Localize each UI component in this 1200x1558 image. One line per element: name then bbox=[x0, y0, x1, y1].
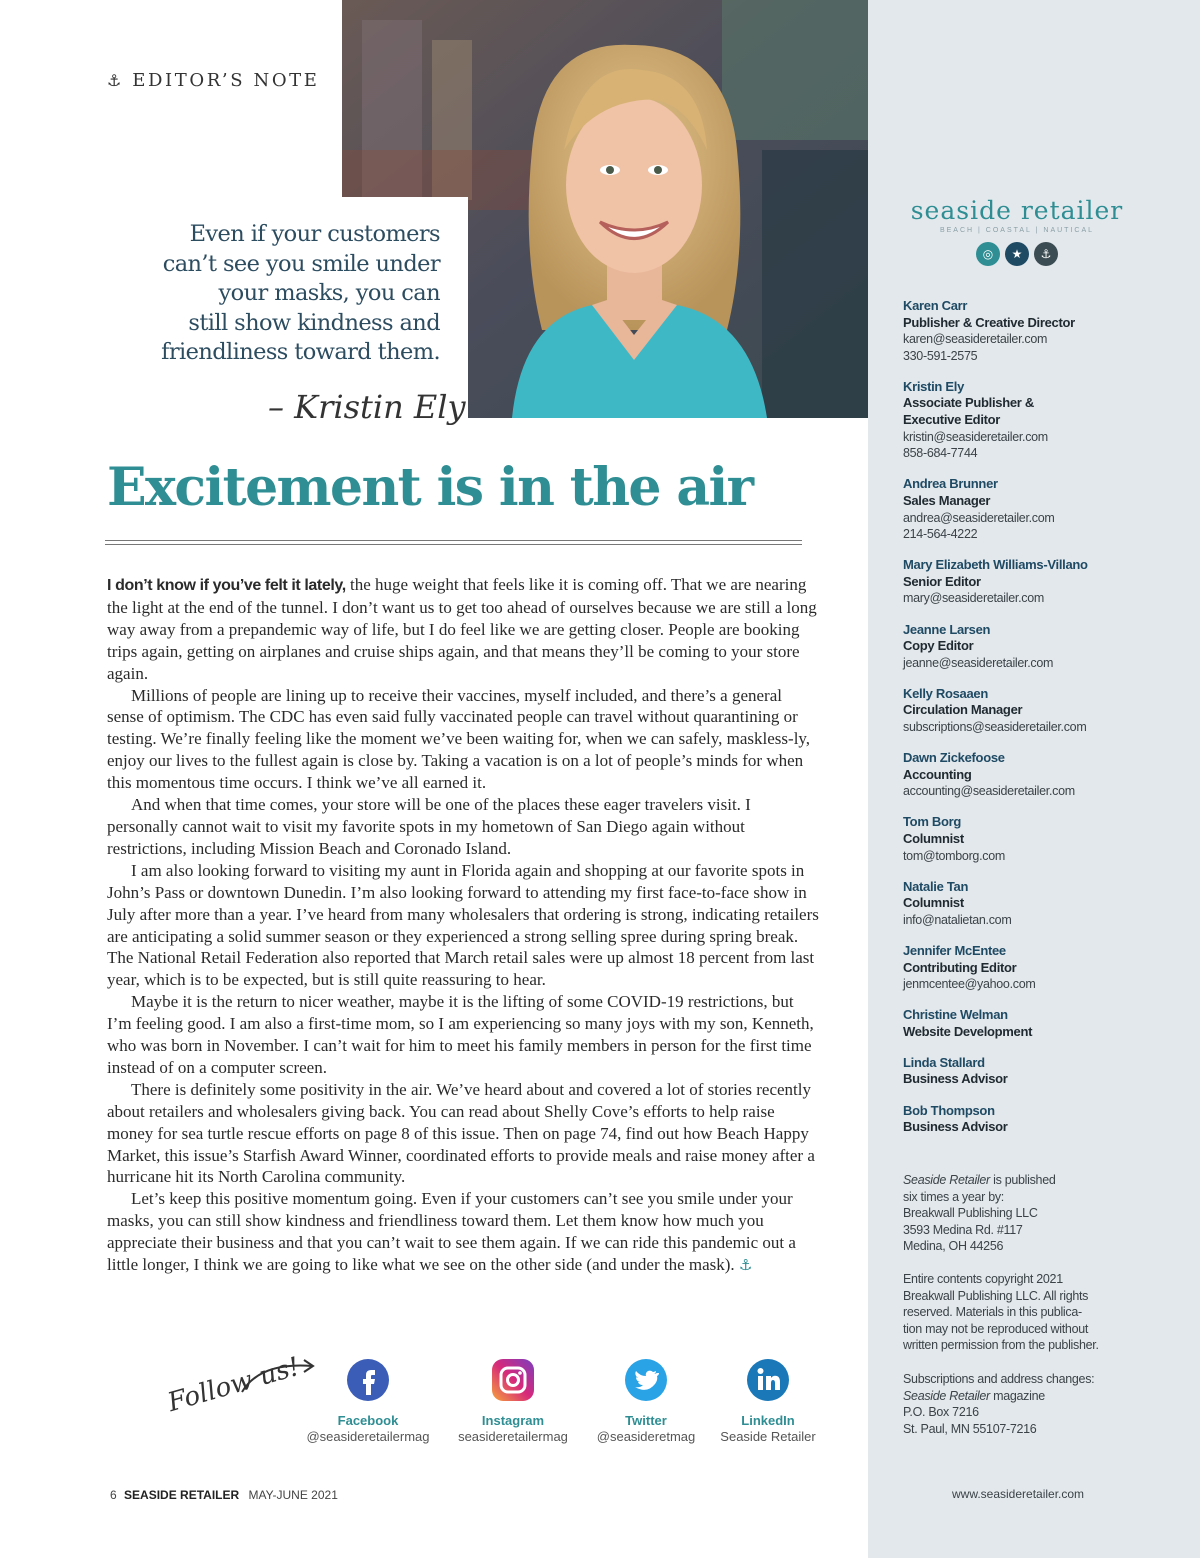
staff-member bbox=[903, 686, 1193, 736]
publisher-info bbox=[903, 1172, 1193, 1255]
article-headline: Excitement is in the air bbox=[107, 457, 753, 518]
social-name: Facebook bbox=[337, 1413, 399, 1428]
subscription-line bbox=[903, 1388, 1193, 1405]
staff-phone: 214-564-4222 bbox=[903, 527, 978, 542]
logo-wordmark: seaside retailer bbox=[910, 196, 1124, 225]
staff-name: Christine Welman bbox=[903, 1007, 1008, 1023]
staff-role: Contributing Editor bbox=[903, 959, 1017, 975]
headline-rule bbox=[105, 544, 802, 545]
staff-member bbox=[903, 750, 1193, 800]
copyright-line: Entire contents copyright 2021 bbox=[903, 1272, 1063, 1286]
page-number: 6 bbox=[110, 1488, 117, 1502]
staff-role: Executive Editor bbox=[903, 412, 1001, 428]
lead-rest: the huge weight that feels like it is coming off. That we are nearing the light at the end of the tunnel. I don’t want us to get too ahead of ourselves because we are still a long way away from a prepandemic way of life, but I do feel like we are getting closer. People are booking trips again, getting on airplanes and cruise ships again, and that means they’ll be coming to your store again. bbox=[107, 575, 817, 683]
staff-name: Jennifer McEntee bbox=[903, 942, 1006, 958]
article-body bbox=[107, 574, 819, 1277]
anchor-icon: ⚓ bbox=[107, 71, 124, 90]
publisher-line: Medina, OH 44256 bbox=[903, 1239, 1004, 1254]
follow-us-label: Follow us! bbox=[164, 1351, 304, 1419]
social-handle: @seasideretailermag bbox=[306, 1429, 430, 1444]
subscription-line: P.O. Box 7216 bbox=[903, 1405, 979, 1420]
copyright-line: reserved. Materials in this publica- bbox=[903, 1305, 1082, 1320]
staff-member bbox=[903, 879, 1193, 929]
staff-role: Accounting bbox=[903, 766, 972, 782]
magazine-logo bbox=[903, 196, 1131, 266]
copyright-info bbox=[903, 1271, 1193, 1354]
magazine-title: Seaside Retailer bbox=[903, 1388, 990, 1403]
staff-role: Columnist bbox=[903, 830, 964, 846]
staff-role: Business Advisor bbox=[903, 1071, 1008, 1087]
facebook-icon[interactable] bbox=[346, 1358, 390, 1402]
staff-name: Bob Thompson bbox=[903, 1102, 995, 1118]
social-instagram[interactable] bbox=[443, 1358, 583, 1445]
subscription-line-rest: magazine bbox=[989, 1388, 1045, 1403]
social-handle: seasideretailermag bbox=[458, 1429, 568, 1444]
pull-quote bbox=[150, 220, 440, 368]
anchor-icon: ⚓ bbox=[1034, 242, 1058, 266]
copyright-line: Breakwall Publishing LLC. All rights bbox=[903, 1288, 1089, 1303]
staff-role: Senior Editor bbox=[903, 573, 981, 589]
staff-email[interactable]: subscriptions@seasideretailer.com bbox=[903, 719, 1087, 734]
staff-member bbox=[903, 1103, 1193, 1136]
staff-role: Circulation Manager bbox=[903, 702, 1023, 718]
staff-name: Kristin Ely bbox=[903, 378, 964, 394]
linkedin-icon[interactable] bbox=[746, 1358, 790, 1402]
publisher-line: Breakwall Publishing LLC bbox=[903, 1206, 1038, 1221]
publisher-line bbox=[903, 1172, 1193, 1189]
copyright-line: tion may not be reproduced without bbox=[903, 1321, 1089, 1336]
section-kicker bbox=[107, 70, 320, 91]
pull-quote-line: still show kindness and bbox=[188, 309, 440, 336]
publisher-line-rest: is published bbox=[989, 1173, 1056, 1187]
body-paragraph: Maybe it is the return to nicer weather, maybe it is the lifting of some COVID-19 restrictions, but I’m feeling good. I am also a first-time mom, so I am experiencing so many joys with my son, Kenneth, who was born in November. I can’t wait for him to meet his family members in person for the first time instead of on a computer screen. bbox=[107, 992, 814, 1077]
staff-email[interactable]: karen@seasideretailer.com bbox=[903, 332, 1048, 347]
staff-member bbox=[903, 557, 1193, 607]
lead-in: I don’t know if you’ve felt it lately, bbox=[107, 577, 346, 594]
staff-role: Business Advisor bbox=[903, 1119, 1008, 1135]
staff-name: Tom Borg bbox=[903, 814, 962, 830]
staff-member bbox=[903, 814, 1193, 864]
social-facebook[interactable] bbox=[298, 1358, 438, 1445]
social-name: Twitter bbox=[625, 1413, 667, 1428]
social-linkedin[interactable] bbox=[698, 1358, 838, 1445]
staff-member bbox=[903, 476, 1193, 542]
staff-email[interactable]: mary@seasideretailer.com bbox=[903, 591, 1044, 606]
body-paragraph: I am also looking forward to visiting my aunt in Florida again and shopping at our favorite spots in John’s Pass or downtown Dunedin. I’m also looking forward to attending my first face-to-face show in July after more than a year. I’ve heard from many wholesalers that ordering is strong, indicating retailers are anticipating a solid summer season or they experienced a strong selling spree during spring break. The National Retail Federation also reported that March retail sales were up almost 18 percent from last year, which is to be expected, but is still quite reassuring to hear. bbox=[107, 860, 819, 990]
magazine-title: Seaside Retailer bbox=[903, 1173, 990, 1187]
section-label: EDITOR’S NOTE bbox=[132, 70, 320, 91]
staff-member bbox=[903, 298, 1193, 364]
staff-member bbox=[903, 1055, 1193, 1088]
social-name: LinkedIn bbox=[741, 1413, 795, 1428]
subscription-line: Subscriptions and address changes: bbox=[903, 1372, 1095, 1386]
staff-member bbox=[903, 1007, 1193, 1040]
staff-name: Linda Stallard bbox=[903, 1054, 985, 1070]
staff-phone: 330-591-2575 bbox=[903, 348, 978, 363]
footer-magazine: SEASIDE RETAILER bbox=[124, 1488, 240, 1502]
body-paragraph bbox=[107, 574, 819, 685]
staff-name: Mary Elizabeth Williams-Villano bbox=[903, 557, 1088, 573]
star-icon: ★ bbox=[1005, 242, 1029, 266]
twitter-icon[interactable] bbox=[624, 1358, 668, 1402]
staff-name: Jeanne Larsen bbox=[903, 621, 991, 637]
staff-role: Copy Editor bbox=[903, 638, 974, 654]
publisher-line: six times a year by: bbox=[903, 1189, 1004, 1204]
footer-issue: MAY-JUNE 2021 bbox=[248, 1488, 338, 1502]
signature: – Kristin Ely bbox=[268, 388, 466, 426]
logo-tagline: BEACH | COASTAL | NAUTICAL bbox=[939, 227, 1095, 234]
anchor-end-icon: ⚓ bbox=[738, 1256, 753, 1275]
pull-quote-line: can’t see you smile under bbox=[162, 250, 440, 277]
staff-name: Kelly Rosaaen bbox=[903, 685, 988, 701]
body-paragraph: There is definitely some positivity in the air. We’ve heard about and covered a lot of stories recently about retailers and wholesalers giving back. You can read about Shelly Cove’s efforts to help raise money for sea turtle rescue efforts on page 8 of this issue. Then on page 74, find out how Beach Happy Market, this issue’s Starfish Award Winner, coordinated efforts to provide meals and raise money after a hurricane hit its North Carolina community. bbox=[107, 1079, 815, 1187]
website-link[interactable]: www.seasideretailer.com bbox=[952, 1487, 1085, 1501]
staff-role: Website Development bbox=[903, 1023, 1033, 1039]
staff-phone: 858-684-7744 bbox=[903, 446, 978, 461]
staff-email[interactable]: andrea@seasideretailer.com bbox=[903, 510, 1055, 525]
social-handle: @seasideretmag bbox=[596, 1429, 696, 1444]
social-name: Instagram bbox=[481, 1413, 545, 1428]
social-twitter[interactable] bbox=[576, 1358, 716, 1445]
staff-email[interactable]: tom@tomborg.com bbox=[903, 848, 1005, 863]
page-footer bbox=[110, 1488, 338, 1502]
pull-quote-line: Even if your customers bbox=[189, 221, 440, 247]
body-paragraph-text: Let’s keep this positive momentum going. Even if your customers can’t see you smile under your masks, you can still show kindness and friendliness toward them. Let them know how much you appreciate their business and that you can’t wait to see them again. If we can ride this pandemic out a little longer, I think we are going to like what we see on the other side (and under the mask). bbox=[107, 1189, 796, 1275]
staff-role: Sales Manager bbox=[903, 492, 991, 508]
staff-name: Karen Carr bbox=[903, 298, 968, 313]
subscription-line: St. Paul, MN 55107-7216 bbox=[903, 1421, 1037, 1436]
staff-email[interactable]: jenmcentee@yahoo.com bbox=[903, 977, 1036, 992]
social-handle: Seaside Retailer bbox=[720, 1429, 816, 1444]
staff-role: Associate Publisher & bbox=[903, 395, 1034, 411]
publisher-line: 3593 Medina Rd. #117 bbox=[903, 1222, 1023, 1237]
copyright-line: written permission from the publisher. bbox=[903, 1338, 1099, 1353]
staff-name: Andrea Brunner bbox=[903, 476, 998, 492]
staff-email[interactable]: kristin@seasideretailer.com bbox=[903, 429, 1048, 444]
staff-member bbox=[903, 379, 1193, 462]
staff-role: Publisher & Creative Director bbox=[903, 314, 1075, 330]
headline-rule bbox=[105, 540, 802, 541]
staff-email[interactable]: accounting@seasideretailer.com bbox=[903, 784, 1075, 799]
body-paragraph bbox=[107, 1188, 819, 1277]
instagram-icon[interactable] bbox=[491, 1358, 535, 1402]
staff-name: Dawn Zickefoose bbox=[903, 750, 1005, 766]
shell-icon: ◎ bbox=[976, 242, 1000, 266]
body-paragraph: Millions of people are lining up to receive their vaccines, myself included, and there’s a general sense of optimism. The CDC has even said fully vaccinated people can travel without quarantining or testing. We’re finally feeling like the moment we’ve been waiting for, when we can safely, maskless-ly, enjoy our lives to the fullest again is close by. Taking a vacation is on a lot of people’s minds for when this momentous time occurs. I think we’ve all earned it. bbox=[107, 685, 811, 793]
pull-quote-line: friendliness toward them. bbox=[161, 339, 440, 366]
staff-member bbox=[903, 943, 1193, 993]
body-paragraph: And when that time comes, your store will be one of the places these eager travelers visit. I personally cannot wait to visit my favorite spots in my hometown of San Diego again without restrictions, including Mission Beach and Coronado Island. bbox=[107, 795, 751, 858]
staff-role: Columnist bbox=[903, 895, 964, 911]
staff-list bbox=[903, 298, 1193, 1150]
staff-email[interactable]: jeanne@seasideretailer.com bbox=[903, 655, 1054, 670]
staff-email[interactable]: info@natalietan.com bbox=[903, 912, 1012, 927]
pull-quote-line: your masks, you can bbox=[218, 280, 440, 307]
subscription-info bbox=[903, 1371, 1193, 1437]
staff-name: Natalie Tan bbox=[903, 878, 969, 894]
logo-badges bbox=[903, 242, 1131, 266]
staff-member bbox=[903, 622, 1193, 672]
